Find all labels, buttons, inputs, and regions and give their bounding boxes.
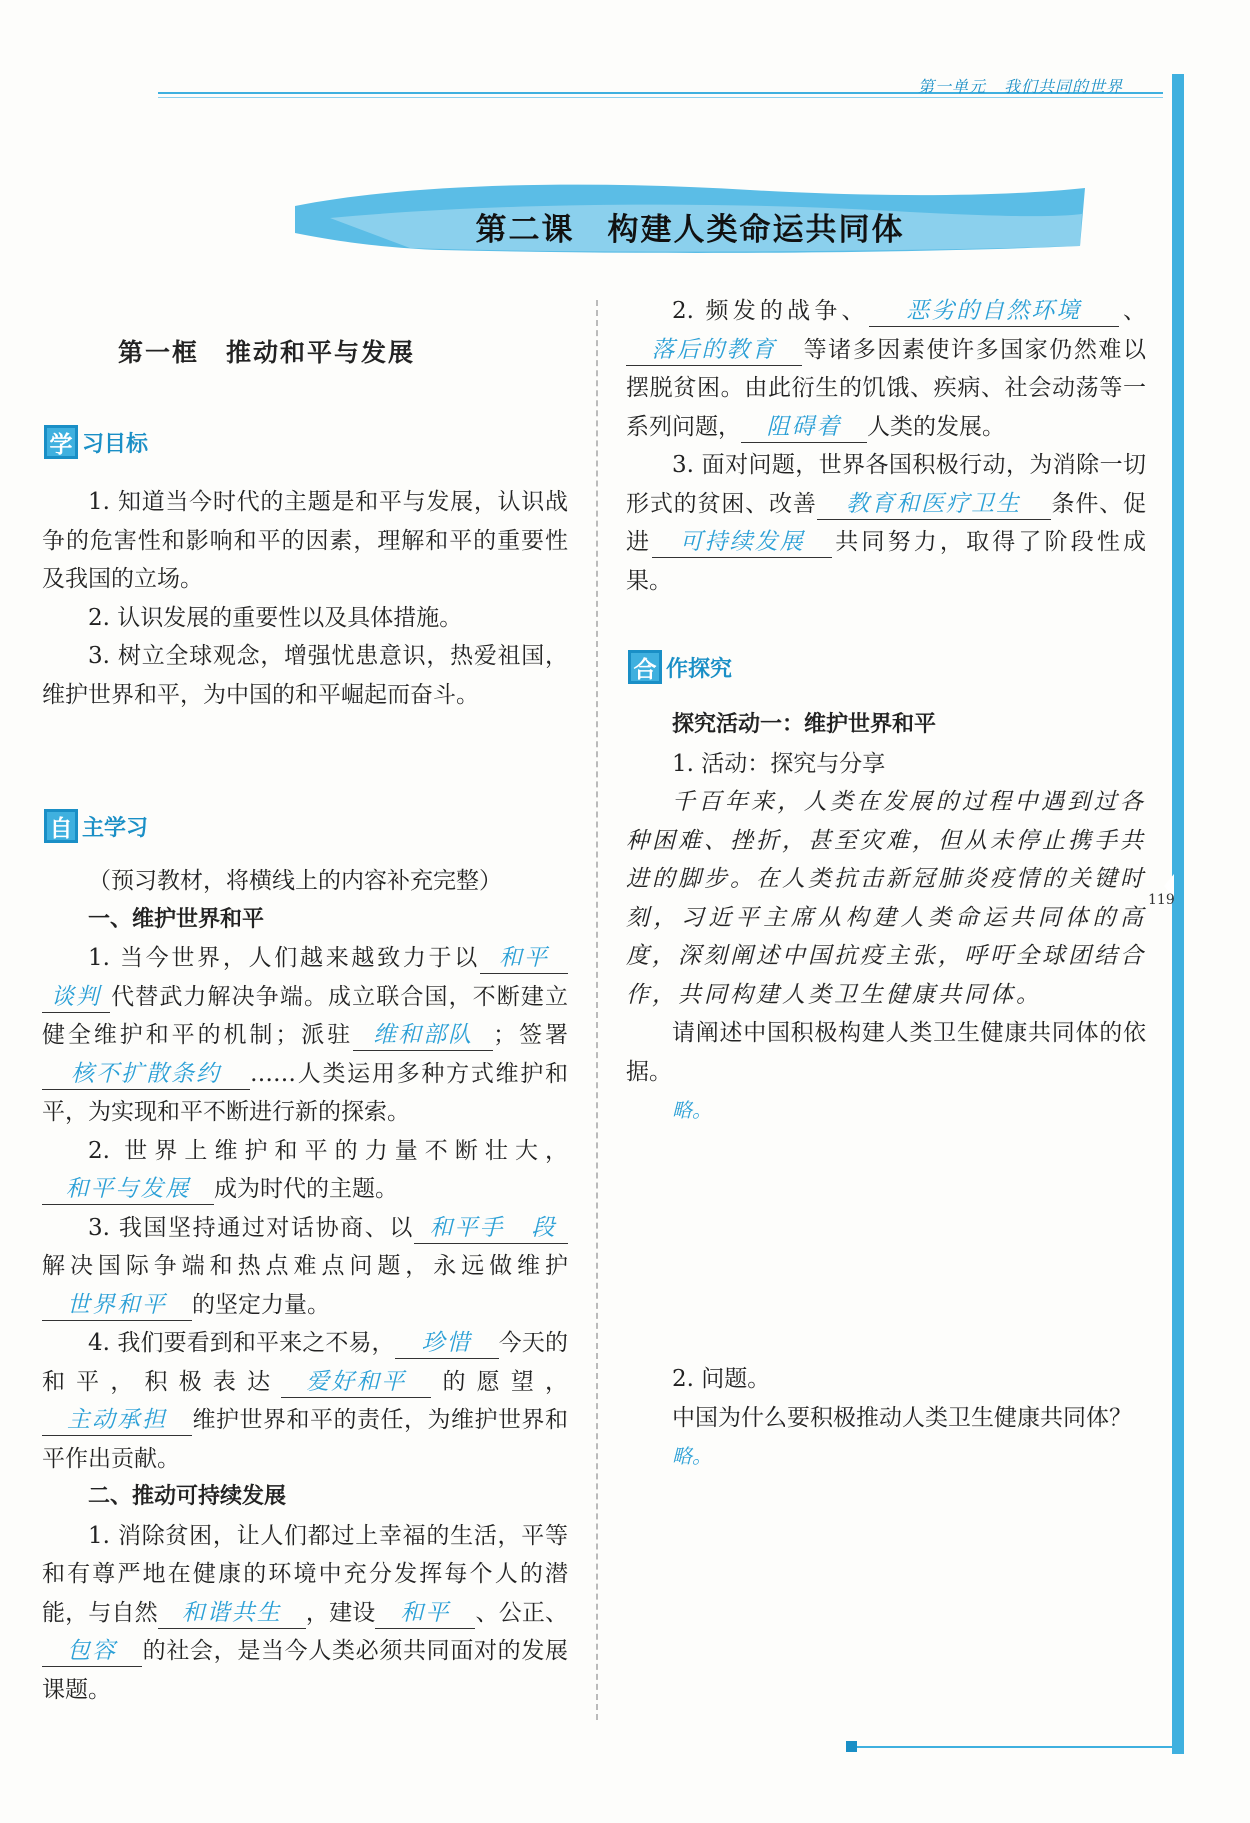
cooperation-body bbox=[626, 706, 1146, 1130]
fill-paragraph-1: 1. 当今世界，人们越来越致力于以 和平谈判 代替武力解决争端。成立联合国，不断建立健全维护和平的机制；派驻 维和部队 ；签署核不扩散条约 ……人类运用多种方式维护和平，为实现和平不断进行新的探索。 bbox=[42, 945, 569, 1125]
self-study-heading-text: 主学习 bbox=[82, 815, 149, 841]
answer-blank[interactable]: 教育和医疗卫生 bbox=[817, 489, 1051, 520]
lesson-title: 第二课 构建人类命运共同体 bbox=[475, 212, 905, 248]
answer-blank[interactable]: 可持续发展 bbox=[652, 527, 832, 558]
goal-item: 2. 认识发展的重要性以及具体措施。 bbox=[88, 604, 463, 631]
part2-title: 二、推动可持续发展 bbox=[88, 1484, 287, 1509]
goals-list bbox=[42, 483, 568, 714]
goals-badge: 学 bbox=[44, 425, 78, 459]
answer-blank[interactable]: 世界和平 bbox=[42, 1290, 192, 1321]
self-study-badge: 自 bbox=[44, 809, 78, 843]
answer-blank[interactable]: 谈判 bbox=[42, 982, 110, 1013]
page-edge-bar bbox=[1172, 74, 1184, 1754]
answer-blank[interactable]: 和平与发展 bbox=[42, 1174, 214, 1205]
part1-title: 一、维护世界和平 bbox=[88, 906, 265, 932]
running-header bbox=[918, 74, 1141, 97]
activity-material: 千百年来，人类在发展的过程中遇到过各种困难、挫折，甚至灾难，但从未停止携手共进的脚步。在人类抗击新冠肺炎疫情的关键时刻，习近平主席从构建人类命运共同体的高度，深刻阐述中国抗疫主张，呼吁全球团结合作，共同构建人类卫生健康共同体。 bbox=[626, 789, 1146, 1008]
goal-item: 1. 知道当今时代的主题是和平与发展，认识战争的危害性和影响和平的因素，理解和平的重要性及我国的立场。 bbox=[42, 489, 568, 592]
goal-item: 3. 树立全球观念，增强忧患意识，热爱祖国，维护世界和平，为中国的和平崛起而奋斗。 bbox=[42, 643, 568, 708]
answer-1[interactable]: 略。 bbox=[672, 1098, 712, 1122]
answer-blank[interactable]: 恶劣的自然环境 bbox=[869, 296, 1119, 327]
cooperation-badge: 合 bbox=[628, 650, 662, 684]
fill-paragraph-3: 3. 我国坚持通过对话协商、以 和平手 段解决国际争端和热点难点问题，永远做维护世界和平 的坚定力量。 bbox=[42, 1209, 568, 1325]
answer-blank[interactable]: 包容 bbox=[42, 1636, 142, 1667]
footer-rule bbox=[850, 1746, 1180, 1748]
answer-blank[interactable]: 珍惜 bbox=[395, 1328, 499, 1359]
question-2: 中国为什么要积极推动人类卫生健康共同体？ bbox=[672, 1404, 1132, 1431]
goals-heading-text: 习目标 bbox=[82, 431, 149, 457]
unit-label: 第一单元 bbox=[918, 77, 987, 96]
activity-title: 探究活动一：维护世界和平 bbox=[672, 712, 937, 737]
answer-blank[interactable]: 和谐共生 bbox=[158, 1598, 306, 1629]
footer-square bbox=[846, 1741, 857, 1752]
section-title: 第一框 推动和平与发展 bbox=[118, 338, 416, 367]
fill-paragraph-4: 4. 我们要看到和平来之不易， 珍惜 今天的和平，积极表达 爱好和平 的愿望，主动承担 维护世界和平的责任，为维护世界和平作出贡献。 bbox=[42, 1330, 569, 1472]
cooperation-heading-text: 作探究 bbox=[666, 656, 733, 682]
column-divider bbox=[596, 300, 598, 1720]
answer-blank[interactable]: 段 bbox=[520, 1213, 568, 1244]
answer-2[interactable]: 略。 bbox=[672, 1444, 712, 1468]
unit-title: 我们共同的世界 bbox=[1004, 77, 1124, 96]
self-study-left bbox=[42, 862, 568, 1709]
header-rule-thin bbox=[158, 97, 1163, 98]
fill-paragraph-7: 3. 面对问题，世界各国积极行动，为消除一切形式的贫困、改善 教育和医疗卫生 条件、促进 可持续发展 共同努力，取得了阶段性成果。 bbox=[626, 452, 1147, 594]
answer-blank[interactable]: 和平手 bbox=[414, 1213, 520, 1244]
answer-blank[interactable]: 主动承担 bbox=[42, 1405, 192, 1436]
answer-blank[interactable]: 和平 bbox=[375, 1598, 475, 1629]
answer-blank[interactable]: 和平 bbox=[480, 943, 568, 974]
answer-blank[interactable]: 维和部队 bbox=[353, 1020, 493, 1051]
fill-paragraph-5: 1. 消除贫困，让人们都过上幸福的生活，平等和有尊严地在健康的环境中充分发挥每个人的潜能，与自然 和谐共生 ，建设 和平 、公正、包容 的社会，是当今人类必须共同面对的发展课题。 bbox=[42, 1522, 569, 1703]
fill-paragraph-6: 2. 频发的战争、 恶劣的自然环境 、落后的教育 等诸多因素使许多国家仍然难以摆脱贫困。由此衍生的饥饿、疾病、社会动荡等一系列问题， 阻碍着 人类的发展。 bbox=[626, 292, 1146, 446]
activity-subtitle: 1. 活动：探究与分享 bbox=[672, 750, 886, 777]
answer-blank[interactable]: 核不扩散条约 bbox=[42, 1059, 250, 1090]
instruction: （预习教材，将横线上的内容补充完整） bbox=[88, 868, 502, 894]
answer-blank[interactable]: 阻碍着 bbox=[741, 412, 867, 443]
question-2-label: 2. 问题。 bbox=[672, 1366, 771, 1392]
fill-paragraph-2: 2. 世界上维护和平的力量不断壮大，和平与发展 成为时代的主题。 bbox=[42, 1132, 568, 1209]
answer-blank[interactable]: 落后的教育 bbox=[626, 335, 802, 366]
answer-blank[interactable]: 爱好和平 bbox=[281, 1367, 431, 1398]
question-2-block bbox=[626, 1360, 1146, 1476]
self-study-heading bbox=[44, 809, 148, 843]
goals-heading bbox=[44, 425, 148, 459]
cooperation-heading bbox=[628, 650, 732, 684]
page-number: 119 bbox=[1148, 892, 1175, 908]
question-1: 请阐述中国积极构建人类卫生健康共同体的依据。 bbox=[626, 1020, 1146, 1085]
right-column bbox=[626, 292, 1146, 600]
